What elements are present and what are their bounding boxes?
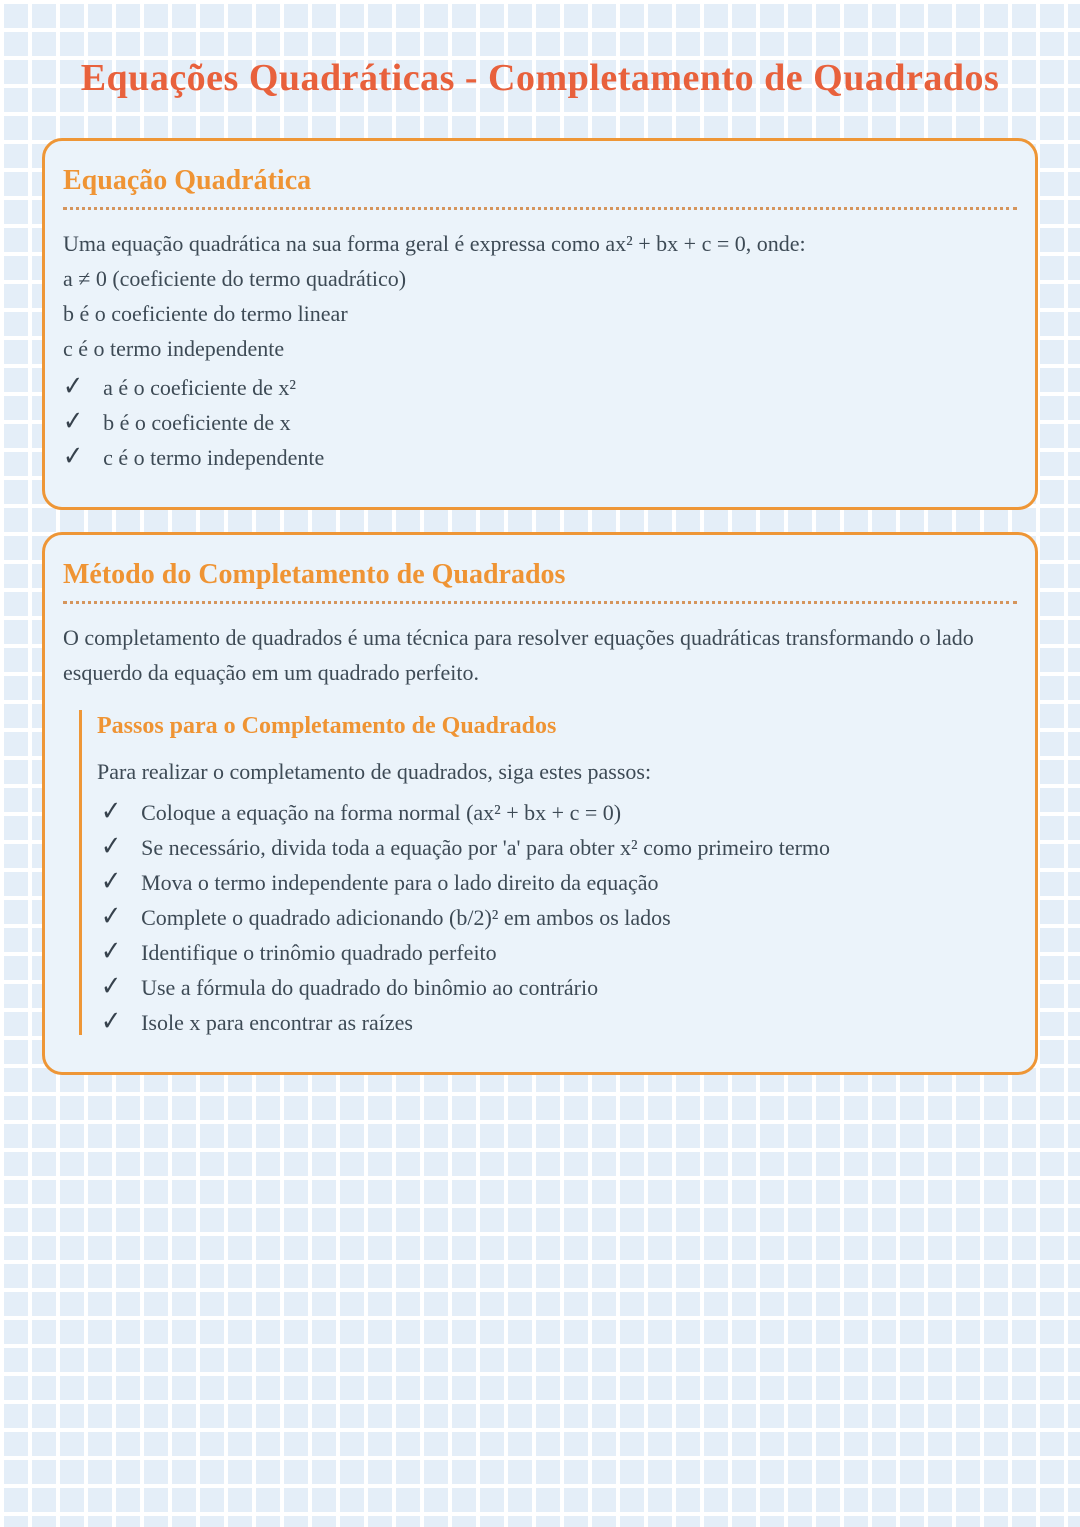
checklist-item-label: Se necessário, divida toda a equação por 'a' para obter x² como primeiro termo — [141, 835, 831, 861]
checklist-item — [63, 370, 1017, 403]
paragraph: O completamento de quadrados é uma técnica para resolver equações quadráticas transformando o lado esquerdo da equação em um quadrado perfeito. — [63, 625, 974, 686]
checklist-item — [101, 795, 1017, 828]
checklist-item-label: Complete o quadrado adicionando (b/2)² em ambos os lados — [141, 905, 671, 931]
checklist-item-label: a é o coeficiente de x² — [103, 375, 296, 401]
checklist-item — [63, 440, 1017, 473]
dotted-divider — [63, 601, 1017, 604]
checklist-item — [101, 935, 1017, 968]
checklist-item-label: Use a fórmula do quadrado do binômio ao contrário — [141, 975, 599, 1001]
paragraph: a ≠ 0 (coeficiente do termo quadrático) — [63, 266, 407, 292]
checklist-item — [101, 900, 1017, 933]
paragraph: Uma equação quadrática na sua forma geral é expressa como ax² + bx + c = 0, onde: — [63, 231, 806, 257]
checkmark-icon: ✓ — [101, 865, 122, 898]
checkmark-icon: ✓ — [101, 935, 122, 968]
subsection-passos — [79, 710, 1017, 1038]
checkmark-icon: ✓ — [101, 830, 122, 863]
section-heading: Equação Quadrática — [63, 165, 312, 197]
checklist-item — [63, 405, 1017, 438]
checklist-item — [101, 830, 1017, 863]
dotted-divider — [63, 207, 1017, 210]
checklist-item-label: b é o coeficiente de x — [103, 410, 291, 436]
card-metodo-completamento — [42, 532, 1038, 1075]
coefficients-checklist — [63, 370, 1017, 473]
checkmark-icon: ✓ — [101, 795, 122, 828]
checkmark-icon: ✓ — [63, 440, 84, 473]
checklist-item-label: Identifique o trinômio quadrado perfeito — [141, 940, 497, 966]
page-title: Equações Quadráticas - Completamento de Quadrados — [80, 57, 1000, 99]
checklist-item-label: Isole x para encontrar as raízes — [141, 1010, 413, 1036]
paragraph: c é o termo independente — [63, 336, 285, 362]
checkmark-icon: ✓ — [63, 370, 84, 403]
steps-checklist — [97, 795, 1017, 1038]
checkmark-icon: ✓ — [63, 405, 84, 438]
checklist-item — [101, 865, 1017, 898]
paragraph: b é o coeficiente do termo linear — [63, 301, 348, 327]
checkmark-icon: ✓ — [101, 900, 122, 933]
card-equacao-quadratica — [42, 138, 1038, 510]
subsection-heading: Passos para o Completamento de Quadrados — [97, 713, 557, 740]
section-heading: Método do Completamento de Quadrados — [63, 559, 566, 591]
checklist-item-label: Mova o termo independente para o lado direito da equação — [141, 870, 659, 896]
checkmark-icon: ✓ — [101, 970, 122, 1003]
checkmark-icon: ✓ — [101, 1005, 122, 1038]
checklist-item-label: c é o termo independente — [103, 445, 325, 471]
checklist-item — [101, 970, 1017, 1003]
checklist-item — [101, 1005, 1017, 1038]
checklist-item-label: Coloque a equação na forma normal (ax² + bx + c = 0) — [141, 800, 622, 826]
subsection-intro: Para realizar o completamento de quadrados, siga estes passos: — [97, 759, 652, 785]
